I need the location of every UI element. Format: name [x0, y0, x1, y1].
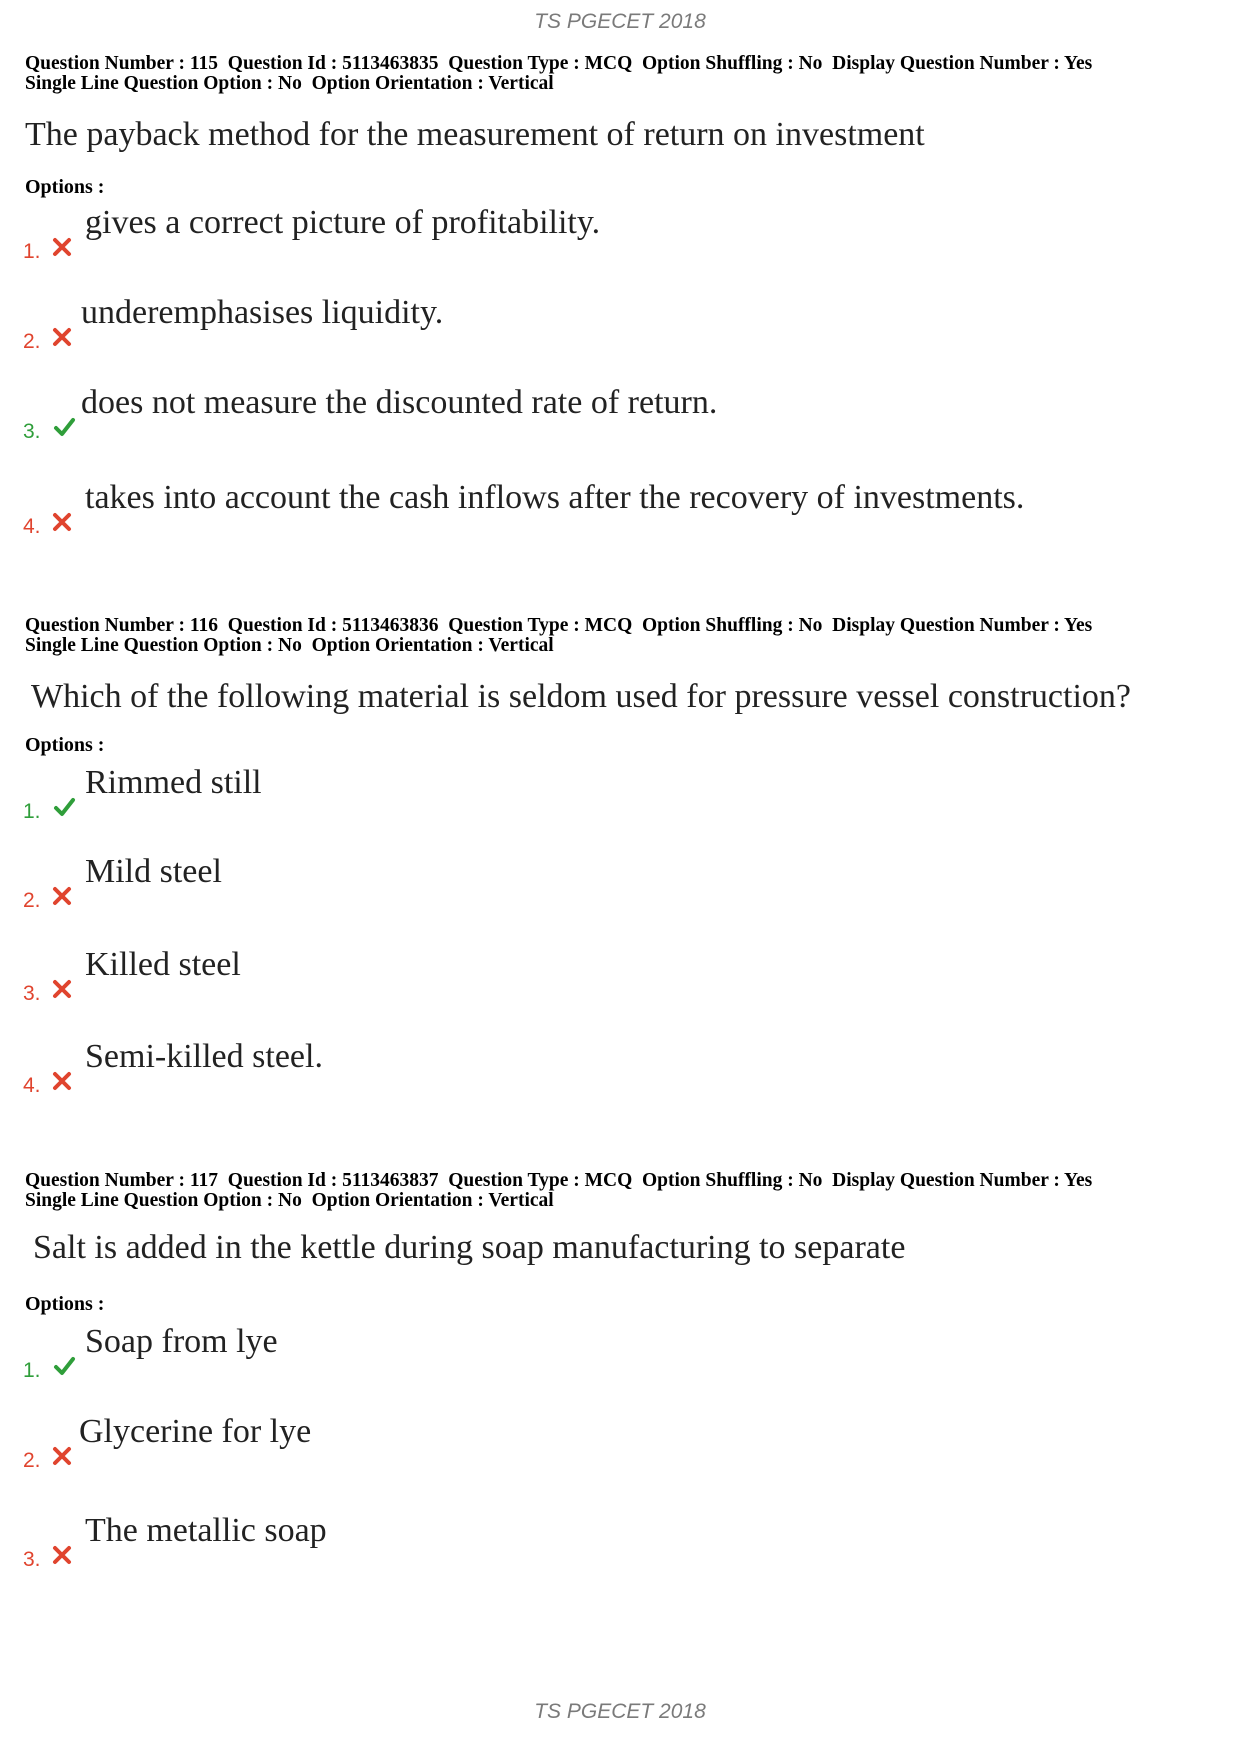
check-icon — [51, 1355, 77, 1377]
question-text: The payback method for the measurement of return on investment — [25, 116, 925, 153]
cross-icon — [51, 978, 73, 1000]
option-number: 3. — [23, 982, 41, 1005]
option-text: Mild steel — [85, 853, 222, 890]
page-footer: TS PGECET 2018 — [534, 1700, 706, 1723]
question-116 — [23, 615, 1225, 1097]
options-label: Options : — [25, 1293, 105, 1315]
cross-icon — [51, 1544, 73, 1566]
question-meta-line-1: Question Number : 117 Question Id : 5113463837 Question Type : MCQ Option Shuffling : No Display Question Number : Yes — [25, 1170, 1093, 1191]
option-number: 1. — [23, 1359, 41, 1382]
option-text: does not measure the discounted rate of return. — [81, 384, 718, 421]
option-text: Glycerine for lye — [79, 1413, 312, 1450]
question-meta-line-1: Question Number : 116 Question Id : 5113463836 Question Type : MCQ Option Shuffling : No Display Question Number : Yes — [25, 615, 1093, 636]
option-number: 4. — [23, 1074, 41, 1097]
page-header: TS PGECET 2018 — [534, 10, 706, 33]
option-4[interactable] — [23, 479, 1173, 539]
option-3[interactable] — [23, 1512, 1173, 1572]
question-text: Which of the following material is seldom used for pressure vessel construction? — [31, 678, 1131, 715]
option-number: 1. — [23, 800, 41, 823]
option-text: Semi-killed steel. — [85, 1038, 323, 1075]
option-text: The metallic soap — [85, 1512, 327, 1549]
option-1[interactable] — [23, 1323, 1173, 1383]
question-meta-line-2: Single Line Question Option : No Option Orientation : Vertical — [25, 635, 554, 656]
option-2[interactable] — [23, 853, 1173, 913]
question-meta-line-1: Question Number : 115 Question Id : 5113463835 Question Type : MCQ Option Shuffling : No Display Question Number : Yes — [25, 53, 1093, 74]
option-3[interactable] — [23, 946, 1173, 1006]
cross-icon — [51, 1445, 73, 1467]
option-number: 1. — [23, 240, 41, 263]
option-text: Rimmed still — [85, 764, 262, 801]
cross-icon — [51, 511, 73, 533]
option-text: gives a correct picture of profitability. — [85, 204, 601, 241]
option-number: 2. — [23, 1449, 41, 1472]
option-number: 4. — [23, 515, 41, 538]
option-text: takes into account the cash inflows after the recovery of investments. — [85, 479, 1025, 516]
option-text: underemphasises liquidity. — [81, 294, 444, 331]
option-number: 2. — [23, 889, 41, 912]
option-2[interactable] — [23, 294, 1173, 354]
cross-icon — [51, 236, 73, 258]
option-4[interactable] — [23, 1038, 1173, 1098]
check-icon — [51, 796, 77, 818]
cross-icon — [51, 885, 73, 907]
option-3[interactable] — [23, 384, 1173, 444]
question-117 — [23, 1170, 1225, 1571]
options-label: Options : — [25, 176, 105, 198]
check-icon — [51, 416, 77, 438]
option-1[interactable] — [23, 764, 1173, 824]
option-text: Soap from lye — [85, 1323, 278, 1360]
option-1[interactable] — [23, 204, 1173, 264]
option-number: 3. — [23, 1548, 41, 1571]
options-label: Options : — [25, 734, 105, 756]
option-number: 3. — [23, 420, 41, 443]
option-2[interactable] — [23, 1413, 1173, 1473]
cross-icon — [51, 1070, 73, 1092]
question-text: Salt is added in the kettle during soap manufacturing to separate — [33, 1229, 906, 1266]
question-meta-line-2: Single Line Question Option : No Option Orientation : Vertical — [25, 73, 554, 94]
question-115 — [23, 53, 1225, 538]
question-meta-line-2: Single Line Question Option : No Option Orientation : Vertical — [25, 1190, 554, 1211]
cross-icon — [51, 326, 73, 348]
option-number: 2. — [23, 330, 41, 353]
option-text: Killed steel — [85, 946, 241, 983]
